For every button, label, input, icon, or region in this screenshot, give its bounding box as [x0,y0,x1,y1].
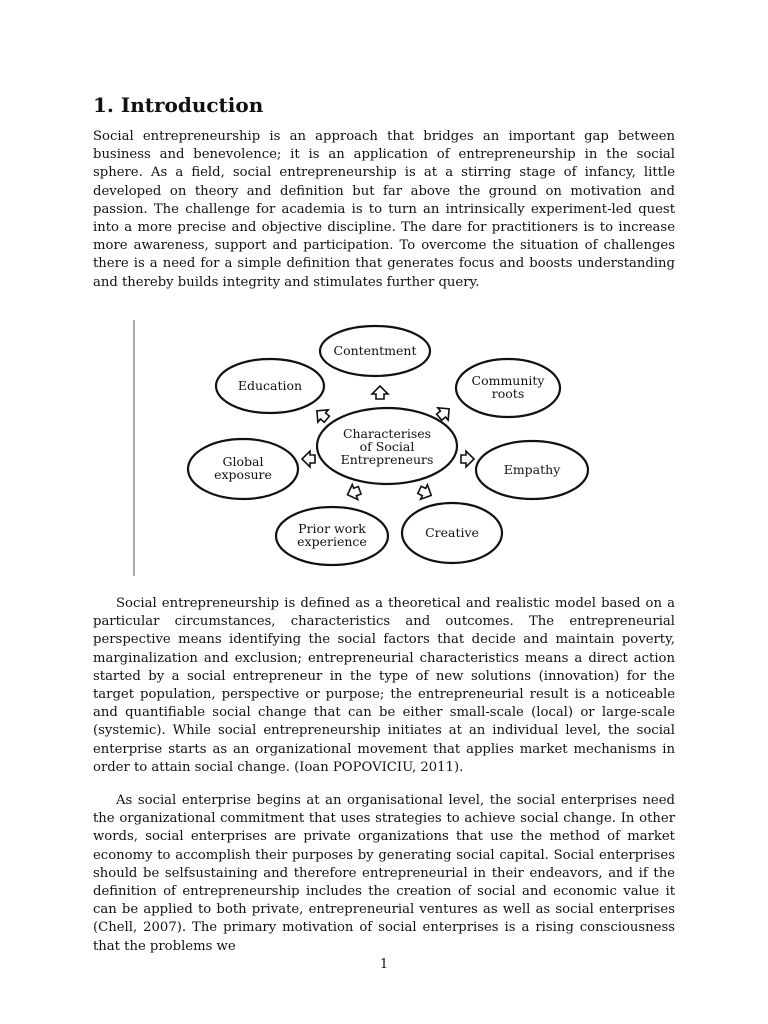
center-label-line3: Entrepreneurs [340,452,434,467]
arrow-to-prior-work [345,483,363,502]
center-label-line1: Characterises [342,426,432,441]
arrow-to-education [312,405,332,426]
social-enterprise-paragraph: As social enterprise begins at an organisational level, the social enterprises need the organizational commitment that uses strategies to achieve social change. In other words, social enterprises are private organizations that use the method of market economy to accomplish their purposes by generating social capital. Social enterprises should be selfsustaining and therefore entrepreneurial in their endeavors, and if the definition of entrepreneurship includes the creation of social and economic value it can be applied to both private, entrepreneurial ventures as well as social enterprises (Chell, 2007). The primary motivation of social enterprises is a rising consciousness that the problems we [93,793,675,954]
page-number: 1 [379,957,389,972]
node-community-roots-label-2: roots [491,386,525,401]
arrow-to-creative [416,483,435,503]
intro-paragraph: Social entrepreneurship is an approach that bridges an important gap between business and benevolence; it is an application of entrepreneurship in the social sphere. As a field, social entrepreneurship is at a stirring stage of infancy, little developed on theory and definition but far above the ground on motivation and passion. The challenge for academia is to turn an intrinsically experiment-led quest into a more precise and objective discipline. The dare for practitioners is to increase more awareness, support and participation. To overcome the situation of challenges there is a need for a simple definition that generates focus and boosts understanding and thereby builds integrity and stimulates further query. [93,129,675,290]
arrow-to-empathy [461,451,474,467]
node-education-label: Education [237,378,303,393]
node-contentment-label: Contentment [333,343,417,358]
node-prior-work-label-1: Prior work [298,521,366,536]
section-heading: 1. Introduction [93,93,264,117]
node-global-exposure-label-1: Global [222,454,264,469]
node-prior-work-label-2: experience [297,534,367,549]
definition-paragraph: Social entrepreneurship is defined as a theoretical and realistic model based on a particular circumstances, characteristics and outcomes. The entrepreneurial perspective means identifying the social factors that decide and maintain poverty, marginalization and exclusion; entrepreneurial characteristics means a direct action started by a social entrepreneur in the type of new solutions (innovation) for the target population, perspective or purpose; the entrepreneurial result is a noticeable and quantifiable social change that can be either small-scale (local) or large-scale (systemic). While social entrepreneurship initiates at an individual level, the social enterprise starts as an organizational movement that applies market mechanisms in order to attain social change. (Ioan POPOVICIU, 2011). [93,596,675,775]
node-global-exposure-label-2: exposure [214,467,272,482]
arrow-to-contentment [372,386,388,399]
diagram-svg [130,318,610,578]
node-creative-label: Creative [425,525,479,540]
node-community-roots-label-1: Community [471,373,545,388]
center-label-line2: of Social [359,439,415,454]
arrow-to-global-exposure [302,451,315,467]
node-empathy-label: Empathy [503,462,561,477]
characteristics-diagram [130,318,610,578]
